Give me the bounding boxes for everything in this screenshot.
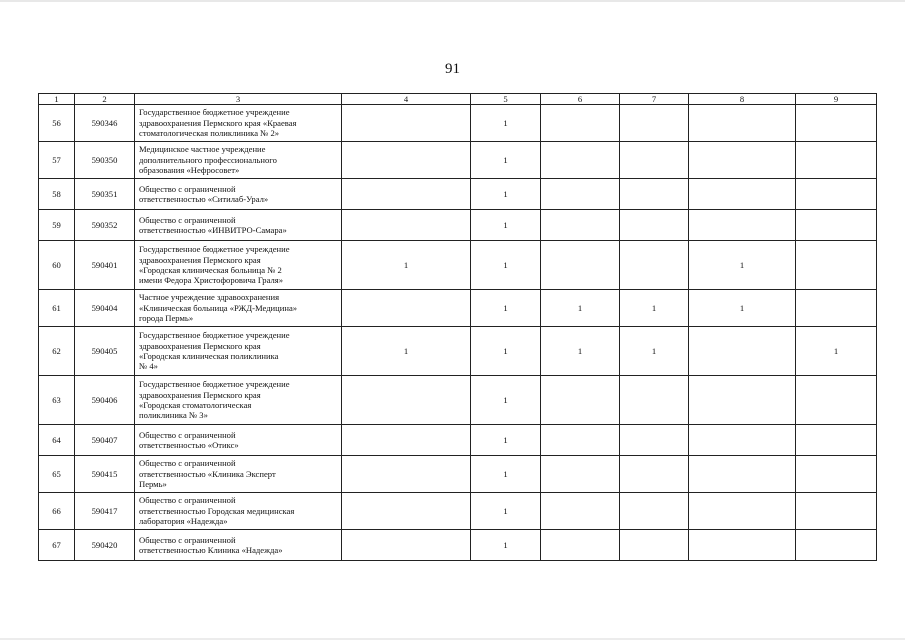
value-cell-col5: 1 bbox=[471, 376, 541, 425]
value-cell-col7 bbox=[620, 105, 689, 142]
value-cell-col8 bbox=[689, 425, 796, 456]
value-cell-col7 bbox=[620, 142, 689, 179]
row-number-cell: 58 bbox=[39, 179, 75, 210]
organization-name-line: № 4» bbox=[139, 361, 158, 372]
organization-name-line: Государственное бюджетное учреждение bbox=[139, 107, 290, 118]
value-cell-col5: 1 bbox=[471, 425, 541, 456]
organization-name-line: здравоохранения Пермского края bbox=[139, 389, 261, 400]
organization-name-line: лаборатория «Надежда» bbox=[139, 516, 228, 527]
organization-name-cell bbox=[135, 241, 342, 290]
column-header: 4 bbox=[342, 94, 471, 105]
value-cell-col6 bbox=[541, 456, 620, 493]
organization-name-cell bbox=[135, 425, 342, 456]
value-cell-col9 bbox=[796, 179, 877, 210]
code-cell: 590350 bbox=[75, 142, 135, 179]
value-cell-col8 bbox=[689, 530, 796, 561]
table-row bbox=[39, 241, 877, 290]
column-header: 7 bbox=[620, 94, 689, 105]
row-number-cell: 62 bbox=[39, 327, 75, 376]
value-cell-col8 bbox=[689, 493, 796, 530]
organization-name-line: Государственное бюджетное учреждение bbox=[139, 244, 290, 255]
code-cell: 590401 bbox=[75, 241, 135, 290]
table-row bbox=[39, 210, 877, 241]
value-cell-col8 bbox=[689, 105, 796, 142]
organization-name-cell bbox=[135, 376, 342, 425]
organization-name-line: образования «Нефросовет» bbox=[139, 165, 240, 176]
value-cell-col9 bbox=[796, 456, 877, 493]
value-cell-col6: 1 bbox=[541, 327, 620, 376]
row-number-cell: 63 bbox=[39, 376, 75, 425]
value-cell-col5: 1 bbox=[471, 179, 541, 210]
organization-name-cell bbox=[135, 142, 342, 179]
column-header: 5 bbox=[471, 94, 541, 105]
table-row bbox=[39, 179, 877, 210]
code-cell: 590404 bbox=[75, 290, 135, 327]
table-row bbox=[39, 456, 877, 493]
value-cell-col7 bbox=[620, 530, 689, 561]
organization-name-line: «Городская клиническая больница № 2 bbox=[139, 265, 282, 275]
value-cell-col7 bbox=[620, 493, 689, 530]
organization-name-cell bbox=[135, 493, 342, 530]
value-cell-col5: 1 bbox=[471, 327, 541, 376]
code-cell: 590407 bbox=[75, 425, 135, 456]
value-cell-col8 bbox=[689, 179, 796, 210]
value-cell-col7 bbox=[620, 425, 689, 456]
organization-name-line: Государственное бюджетное учреждение bbox=[139, 330, 290, 341]
value-cell-col5: 1 bbox=[471, 456, 541, 493]
value-cell-col5: 1 bbox=[471, 290, 541, 327]
value-cell-col5: 1 bbox=[471, 530, 541, 561]
value-cell-col4 bbox=[342, 290, 471, 327]
organization-name-line: имени Федора Христофоровича Граля» bbox=[139, 275, 284, 286]
table-row bbox=[39, 493, 877, 530]
column-header: 1 bbox=[39, 94, 75, 105]
row-number-cell: 64 bbox=[39, 425, 75, 456]
organization-name-cell bbox=[135, 105, 342, 142]
organization-name-cell bbox=[135, 290, 342, 327]
organization-name-line: «Клиническая больница «РЖД-Медицина» bbox=[139, 302, 298, 313]
value-cell-col5: 1 bbox=[471, 210, 541, 241]
table-row bbox=[39, 142, 877, 179]
row-number-cell: 56 bbox=[39, 105, 75, 142]
value-cell-col7: 1 bbox=[620, 290, 689, 327]
organization-name-line: «Городская стоматологическая bbox=[139, 400, 252, 410]
value-cell-col8: 1 bbox=[689, 290, 796, 327]
column-header: 6 bbox=[541, 94, 620, 105]
value-cell-col6 bbox=[541, 241, 620, 290]
value-cell-col6 bbox=[541, 142, 620, 179]
organization-name-line: ответственностью Клиника «Надежда» bbox=[139, 545, 283, 555]
value-cell-col4 bbox=[342, 179, 471, 210]
organization-name-line: Государственное бюджетное учреждение bbox=[139, 379, 290, 390]
row-number-cell: 66 bbox=[39, 493, 75, 530]
value-cell-col9: 1 bbox=[796, 327, 877, 376]
organization-name-line: Общество с ограниченной bbox=[139, 214, 236, 225]
value-cell-col6 bbox=[541, 210, 620, 241]
value-cell-col8 bbox=[689, 210, 796, 241]
value-cell-col9 bbox=[796, 290, 877, 327]
table-row bbox=[39, 530, 877, 561]
value-cell-col4: 1 bbox=[342, 241, 471, 290]
row-number-cell: 57 bbox=[39, 142, 75, 179]
organization-name-line: здравоохранения Пермского края «Краевая bbox=[139, 117, 297, 128]
page-number: 91 bbox=[445, 61, 460, 77]
value-cell-col5: 1 bbox=[471, 142, 541, 179]
table-row bbox=[39, 290, 877, 327]
value-cell-col4 bbox=[342, 210, 471, 241]
value-cell-col5: 1 bbox=[471, 493, 541, 530]
table-row bbox=[39, 105, 877, 142]
table-row bbox=[39, 425, 877, 456]
value-cell-col4 bbox=[342, 425, 471, 456]
table-row bbox=[39, 327, 877, 376]
column-header: 8 bbox=[689, 94, 796, 105]
value-cell-col4 bbox=[342, 142, 471, 179]
organization-name-line: Медицинское частное учреждение bbox=[139, 144, 266, 155]
row-number-cell: 65 bbox=[39, 456, 75, 493]
code-cell: 590351 bbox=[75, 179, 135, 210]
organization-name-line: Общество с ограниченной bbox=[139, 458, 236, 469]
value-cell-col8 bbox=[689, 327, 796, 376]
column-header: 2 bbox=[75, 94, 135, 105]
row-number-cell: 60 bbox=[39, 241, 75, 290]
value-cell-col9 bbox=[796, 376, 877, 425]
column-header: 9 bbox=[796, 94, 877, 105]
value-cell-col6 bbox=[541, 179, 620, 210]
code-cell: 590415 bbox=[75, 456, 135, 493]
organization-name-line: «Городская клиническая поликлиника bbox=[139, 351, 279, 361]
value-cell-col9 bbox=[796, 530, 877, 561]
row-number-cell: 67 bbox=[39, 530, 75, 561]
value-cell-col7 bbox=[620, 456, 689, 493]
value-cell-col4 bbox=[342, 530, 471, 561]
code-cell: 590346 bbox=[75, 105, 135, 142]
organization-name-line: Общество с ограниченной bbox=[139, 183, 236, 194]
organization-name-cell bbox=[135, 530, 342, 561]
value-cell-col4: 1 bbox=[342, 327, 471, 376]
organization-name-line: Общество с ограниченной bbox=[139, 429, 236, 440]
organization-name-cell bbox=[135, 179, 342, 210]
value-cell-col9 bbox=[796, 105, 877, 142]
value-cell-col7 bbox=[620, 241, 689, 290]
value-cell-col4 bbox=[342, 456, 471, 493]
column-header: 3 bbox=[135, 94, 342, 105]
organization-name-cell bbox=[135, 456, 342, 493]
organization-name-line: ответственностью «ИНВИТРО-Самара» bbox=[139, 225, 287, 235]
organization-name-line: здравоохранения Пермского края bbox=[139, 254, 261, 265]
value-cell-col8 bbox=[689, 456, 796, 493]
organization-name-cell bbox=[135, 327, 342, 376]
value-cell-col4 bbox=[342, 105, 471, 142]
value-cell-col4 bbox=[342, 376, 471, 425]
value-cell-col9 bbox=[796, 425, 877, 456]
organization-name-line: дополнительного профессионального bbox=[139, 154, 277, 165]
code-cell: 590406 bbox=[75, 376, 135, 425]
code-cell: 590417 bbox=[75, 493, 135, 530]
organization-name-line: поликлиника № 3» bbox=[139, 410, 208, 421]
value-cell-col7 bbox=[620, 179, 689, 210]
value-cell-col8: 1 bbox=[689, 241, 796, 290]
value-cell-col5: 1 bbox=[471, 105, 541, 142]
organization-name-line: города Пермь» bbox=[139, 313, 194, 324]
value-cell-col9 bbox=[796, 142, 877, 179]
value-cell-col6 bbox=[541, 376, 620, 425]
registry-table bbox=[38, 93, 877, 561]
organization-name-line: здравоохранения Пермского края bbox=[139, 340, 261, 351]
row-number-cell: 61 bbox=[39, 290, 75, 327]
code-cell: 590420 bbox=[75, 530, 135, 561]
value-cell-col6 bbox=[541, 493, 620, 530]
value-cell-col9 bbox=[796, 493, 877, 530]
value-cell-col6: 1 bbox=[541, 290, 620, 327]
organization-name-line: Общество с ограниченной bbox=[139, 534, 236, 545]
value-cell-col6 bbox=[541, 425, 620, 456]
value-cell-col6 bbox=[541, 530, 620, 561]
row-number-cell: 59 bbox=[39, 210, 75, 241]
organization-name-cell bbox=[135, 210, 342, 241]
table-row bbox=[39, 376, 877, 425]
organization-name-line: Пермь» bbox=[139, 479, 167, 490]
organization-name-line: ответственностью «Ситилаб-Урал» bbox=[139, 194, 269, 204]
table-body bbox=[39, 105, 877, 561]
organization-name-line: Частное учреждение здравоохранения bbox=[139, 292, 280, 303]
value-cell-col9 bbox=[796, 241, 877, 290]
value-cell-col6 bbox=[541, 105, 620, 142]
organization-name-line: Общество с ограниченной bbox=[139, 495, 236, 506]
value-cell-col9 bbox=[796, 210, 877, 241]
page-top-edge bbox=[0, 0, 905, 2]
organization-name-line: стоматологическая поликлиника № 2» bbox=[139, 128, 280, 139]
value-cell-col8 bbox=[689, 376, 796, 425]
organization-name-line: ответственностью «Отикс» bbox=[139, 440, 239, 450]
value-cell-col7 bbox=[620, 376, 689, 425]
value-cell-col7 bbox=[620, 210, 689, 241]
organization-name-line: ответственностью «Клиника Эксперт bbox=[139, 468, 276, 479]
organization-name-line: ответственностью Городская медицинская bbox=[139, 505, 295, 516]
column-number-header-row bbox=[39, 94, 877, 105]
value-cell-col7: 1 bbox=[620, 327, 689, 376]
value-cell-col8 bbox=[689, 142, 796, 179]
value-cell-col4 bbox=[342, 493, 471, 530]
value-cell-col5: 1 bbox=[471, 241, 541, 290]
code-cell: 590352 bbox=[75, 210, 135, 241]
code-cell: 590405 bbox=[75, 327, 135, 376]
